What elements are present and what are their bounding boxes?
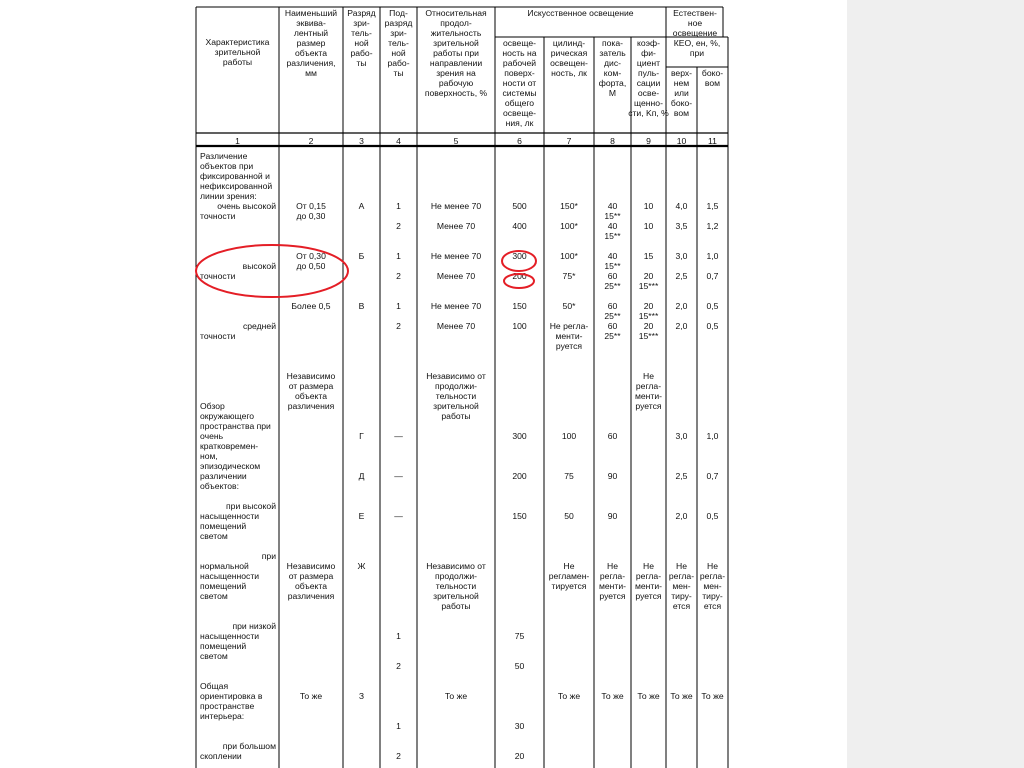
cell-col1-r53: ориентировка в [200,691,263,701]
cell-col7-r17: менти- [555,331,583,341]
cell-col1-r0: объектов при [200,161,254,171]
cell-col8-r7: 40 [607,221,618,231]
cell-col5-r17: Менее 70 [436,321,476,331]
cell-col4-r12: 2 [396,271,401,281]
cell-col5-r5: Не менее 70 [430,201,482,211]
cell-col1-r25: Обзор [200,401,225,411]
cell-col8-r17: 60 [607,321,618,331]
header-col11-text: вом [704,78,721,88]
cell-col11-r41: регла- [699,571,726,581]
cell-col5-r22: зрительной [433,401,479,411]
header-col7-text: рическая [550,48,588,58]
header-natural-lighting: Естествен- [673,8,717,18]
cell-col1-r25: объектов: [200,481,239,491]
header-col10-text: или [674,88,689,98]
cell-col1-r53: Общая [200,681,229,691]
cell-col10-r28: 3,0 [675,431,688,441]
header-col4-text: Под- [389,8,408,18]
header-col10-text: вом [673,108,690,118]
header-col10-text: верх- [670,68,693,78]
cell-col1-r48: помещений [200,641,247,651]
cell-col7-r32: 75 [564,471,574,481]
column-number-10: 10 [676,136,687,146]
cell-col7-r15: 50* [562,301,576,311]
column-number-9: 9 [646,136,651,146]
cell-col4-r57: 1 [396,721,401,731]
cell-col9-r15: 20 [643,301,654,311]
header-col2-text: лентный [293,28,329,38]
column-number-8: 8 [610,136,615,146]
header-natural-lighting: освещение [672,28,718,38]
header-col9-text: пуль- [637,68,660,78]
cell-col7-r5: 150* [560,201,578,211]
header-col10-text: боко- [670,98,693,108]
column-number-4: 4 [396,136,401,146]
header-col5-text: продол- [440,18,472,28]
cell-col9-r22: руется [635,401,662,411]
cell-col1-r41: помещений [200,581,247,591]
cell-col7-r36: 50 [564,511,574,521]
cell-col6-r12: 200 [512,271,527,281]
cell-col1-r36: светом [200,531,228,541]
header-natural-lighting: ное [687,18,703,28]
header-col4-text: ной [391,48,406,58]
cell-col8-r5: 40 [607,201,618,211]
cell-col11-r32: 0,7 [706,471,719,481]
cell-col9-r17: 20 [643,321,654,331]
cell-col4-r15: 1 [396,301,401,311]
cell-col11-r41: ется [703,601,722,611]
header-col5-text: жительность [430,28,482,38]
header-col10-text: нем [673,78,690,88]
cell-col8-r41: Не [607,561,618,571]
cell-col3-r10: Б [358,251,365,261]
cell-col11-r7: 1,2 [706,221,719,231]
header-col9-text: коэф- [637,38,660,48]
cell-col10-r7: 3,5 [675,221,688,231]
header-col5-text: Относительная [425,8,487,18]
header-col4-text: зри- [390,28,407,38]
cell-col1-r59: при большом [222,741,276,751]
cell-col6-r60: 20 [514,751,525,761]
cell-col9-r12: 20 [643,271,654,281]
cell-col11-r54: То же [701,691,724,701]
cell-col1-r25: окружающего [200,411,255,421]
cell-col10-r54: То же [670,691,693,701]
cell-col8-r54: То же [601,691,624,701]
cell-col1-r36: насыщенности [200,511,260,521]
cell-col9-r7: 10 [643,221,654,231]
header-col9-text: щенно- [634,98,663,108]
cell-col1-r53: интерьера: [200,711,245,721]
cell-col2-r22: Независимо [286,371,336,381]
cell-col8-r17: 25** [604,331,621,341]
cell-col9-r22: менти- [634,391,663,401]
column-number-3: 3 [359,136,364,146]
header-col3-text: зри- [353,18,370,28]
cell-col10-r17: 2,0 [675,321,688,331]
header-col5-text: поверхность, % [424,88,488,98]
cell-col7-r28: 100 [561,431,577,441]
cell-col7-r10: 100* [560,251,578,261]
cell-col10-r15: 2,0 [675,301,688,311]
column-number-1: 1 [235,136,240,146]
header-col1-text: работы [222,57,253,67]
header-col9-text: сации [636,78,661,88]
cell-col3-r54: З [358,691,365,701]
cell-col8-r41: менти- [598,581,627,591]
cell-col5-r10: Не менее 70 [430,251,482,261]
cell-col1-r0: фиксированной и [200,171,270,181]
cell-col3-r32: Д [358,471,365,481]
cell-col6-r51: 50 [514,661,525,671]
cell-col11-r12: 0,7 [706,271,719,281]
header-col8-text: M [608,88,617,98]
cell-col3-r36: Е [358,511,365,521]
cell-col4-r48: 1 [396,631,401,641]
cell-col1-r48: насыщенности [200,631,260,641]
cell-col7-r41: тируется [551,581,587,591]
cell-col8-r5: 15** [604,211,621,221]
cell-col5-r22: продолжи- [434,381,478,391]
cell-col4-r36: — [394,511,403,521]
cell-col8-r36: 90 [607,511,618,521]
cell-col10-r10: 3,0 [675,251,688,261]
cell-col3-r41: Ж [357,561,366,571]
cell-col5-r41: продолжи- [434,571,478,581]
cell-col9-r22: Не [643,371,654,381]
column-number-11: 11 [708,136,717,146]
cell-col11-r41: мен- [703,581,722,591]
cell-col8-r28: 60 [607,431,618,441]
cell-col8-r12: 25** [604,281,621,291]
header-col5-text: зрительной [433,38,479,48]
cell-col11-r17: 0,5 [706,321,719,331]
cell-col1-r25: очень [200,431,224,441]
header-col7-text: ность, лк [551,68,587,78]
cell-col10-r36: 2,0 [675,511,688,521]
cell-col1-r17: средней [242,321,276,331]
cell-col10-r5: 4,0 [675,201,688,211]
cell-col6-r32: 200 [512,471,527,481]
cell-col5-r41: тельности [435,581,477,591]
header-col1-text: Характеристика [205,37,270,47]
cell-col11-r28: 1,0 [706,431,719,441]
cell-col1-r18: точности [200,331,236,341]
header-col6-text: ния, лк [505,118,534,128]
header-col6-text: системы [502,88,537,98]
cell-col4-r5: 1 [396,201,401,211]
header-col2-text: различения, [286,58,336,68]
header-keo-text: КЕО, ен, %, [673,38,721,48]
red-highlights [196,245,536,297]
cell-col8-r7: 15** [604,231,621,241]
cell-col7-r17: Не регла- [549,321,589,331]
cell-col9-r54: То же [637,691,660,701]
cell-col10-r32: 2,5 [675,471,688,481]
cell-col7-r41: Не [563,561,575,571]
cell-col11-r41: Не [707,561,718,571]
cell-col6-r57: 30 [514,721,525,731]
header-col9-text: осве- [637,88,660,98]
cell-col10-r41: ется [672,601,691,611]
cell-col7-r41: регламен- [548,571,590,581]
header-col7-text: цилинд- [552,38,586,48]
cell-col6-r5: 500 [512,201,527,211]
cell-col1-r60: скоплении [200,751,242,761]
cell-col7-r17: руется [555,341,583,351]
cell-col10-r41: Не [676,561,687,571]
cell-col1-r5: очень высокой [217,201,276,211]
cell-col3-r28: Г [359,431,364,441]
cell-col1-r53: пространстве [200,701,255,711]
cell-col9-r10: 15 [643,251,654,261]
cell-col1-r25: ном, [200,451,218,461]
cell-col10-r12: 2,5 [675,271,688,281]
cell-col7-r7: 100* [560,221,578,231]
cell-col5-r41: Независимо от [426,561,486,571]
cell-col8-r41: регла- [599,571,626,581]
cell-col11-r15: 0,5 [706,301,719,311]
cell-col11-r10: 1,0 [706,251,719,261]
cell-col2-r41: Независимо [286,561,336,571]
header-col6-text: освеще- [503,38,536,48]
header-col9-text: фи- [641,48,656,58]
header-col6-text: освеще- [503,108,536,118]
cell-col1-r0: нефиксированной [200,181,273,191]
cell-col2-r54: То же [299,691,323,701]
cell-col3-r15: В [358,301,365,311]
cell-col2-r22: объекта [294,391,328,401]
cell-col4-r28: — [394,431,403,441]
header-col2-text: эквива- [296,18,326,28]
header-col6-text: ность на [502,48,537,58]
cell-col1-r11: высокой [242,261,276,271]
cell-col10-r41: тиру- [671,591,692,601]
cell-col9-r5: 10 [643,201,654,211]
cell-col6-r48: 75 [514,631,525,641]
cell-col7-r54: То же [557,691,581,701]
cell-col9-r15: 15*** [638,311,659,321]
column-number-6: 6 [517,136,522,146]
cell-col5-r22: тельности [435,391,477,401]
cell-col8-r12: 60 [607,271,618,281]
header-col8-text: затель [599,48,626,58]
cell-col11-r41: тиру- [702,591,723,601]
header-col9-text: сти, Kп, % [628,108,669,118]
cell-col9-r41: менти- [634,581,663,591]
cell-col11-r5: 1,5 [706,201,719,211]
header-col8-text: пока- [601,38,624,48]
header-col6-text: ности от [502,78,537,88]
cell-col3-r5: А [358,201,365,211]
cell-col5-r12: Менее 70 [436,271,476,281]
cell-col6-r7: 400 [512,221,527,231]
cell-col2-r10: От 0,30 [296,251,326,261]
column-number-5: 5 [453,136,459,146]
header-col3-text: рабо- [350,48,373,58]
cell-col1-r25: эпизодическом [200,461,261,471]
cell-col2-r41: объекта [294,581,328,591]
cell-col1-r41: нормальной [200,561,249,571]
cell-col10-r41: регла- [668,571,695,581]
cell-col2-r5: до 0,30 [296,211,326,221]
header-col6-text: поверх- [504,68,535,78]
cell-col4-r32: — [394,471,403,481]
cell-col6-r10: 300 [512,251,527,261]
cell-col4-r10: 1 [396,251,401,261]
header-col5-text: работы при [433,48,479,58]
cell-col1-r41: насыщенности [200,571,260,581]
cell-col1-r25: различении [200,471,247,481]
column-number-2: 2 [308,136,314,146]
cell-col1-r0: Различение [200,151,248,161]
header-col6-text: общего [504,98,535,108]
cell-col2-r22: от размера [288,381,334,391]
header-col8-text: форта, [598,78,627,88]
cell-col2-r41: от размера [288,571,334,581]
header-col7-text: освещен- [550,58,588,68]
header-keo-text: при [689,48,705,58]
header-col9-text: циент [636,58,661,68]
cell-col1-r0: линии зрения: [200,191,257,201]
cell-col9-r41: регла- [635,571,662,581]
header-col1-text: зрительной [214,47,261,57]
cell-col9-r41: Не [643,561,654,571]
header-col3-text: ты [356,58,367,68]
cell-col1-r25: кратковремен- [200,441,259,451]
cell-col4-r17: 2 [396,321,401,331]
header-col4-text: разряд [384,18,413,28]
cell-col2-r10: до 0,50 [296,261,326,271]
cell-col8-r10: 15** [604,261,621,271]
header-col4-text: рабо- [387,58,410,68]
cell-col4-r60: 2 [396,751,401,761]
header-col5-text: зрения на [436,68,476,78]
cell-col10-r41: мен- [672,581,691,591]
cell-col9-r17: 15*** [638,331,659,341]
header-col5-text: рабочую [438,78,474,88]
cell-col4-r51: 2 [396,661,401,671]
cell-col1-r41: светом [200,591,228,601]
header-col8-text: дис- [604,58,621,68]
header-col3-text: ной [354,38,369,48]
header-artificial-lighting: Искусственное освещение [527,8,634,18]
header-col6-text: рабочей [502,58,537,68]
header-col4-text: ты [393,68,404,78]
cell-col8-r10: 40 [607,251,618,261]
cell-col5-r22: работы [441,411,471,421]
cell-col1-r36: помещений [200,521,247,531]
cell-col1-r40: при [261,551,276,561]
cell-col1-r12: точности [200,271,236,281]
cell-col2-r22: различения [287,401,335,411]
header-col11-text: боко- [701,68,724,78]
cell-col6-r15: 150 [512,301,527,311]
header-col2-text: размер [296,38,326,48]
cell-col8-r15: 60 [607,301,618,311]
header-col5-text: направлении [429,58,483,68]
column-number-7: 7 [566,136,572,146]
cell-col11-r36: 0,5 [706,511,719,521]
cell-col6-r17: 100 [512,321,527,331]
cell-col1-r48: светом [200,651,228,661]
cell-col4-r7: 2 [396,221,401,231]
cell-col2-r15: Более 0,5 [291,301,331,311]
cell-col8-r41: руется [599,591,626,601]
cell-col8-r32: 90 [607,471,618,481]
cell-col9-r22: регла- [635,381,662,391]
cell-col6-r36: 150 [512,511,527,521]
cell-col1-r35: при высокой [226,501,276,511]
cell-col7-r12: 75* [562,271,576,281]
header-col3-text: Разряд [347,8,376,18]
cell-col9-r12: 15*** [638,281,659,291]
cell-col5-r41: работы [441,601,471,611]
cell-col5-r7: Менее 70 [436,221,476,231]
header-col2-text: Наименьший [284,8,338,18]
cell-col1-r6: точности [200,211,236,221]
cell-col5-r54: То же [444,691,468,701]
side-panel [847,0,1024,768]
cell-col2-r41: различения [287,591,335,601]
cell-col1-r25: пространства при [200,421,271,431]
cell-col1-r47: при низкой [232,621,276,631]
header-col8-text: ком- [603,68,622,78]
header-col2-text: объекта [294,48,328,58]
cell-col9-r41: руется [635,591,662,601]
header-col2-text: мм [305,68,317,78]
header-col4-text: тель- [388,38,409,48]
cell-col8-r15: 25** [604,311,621,321]
cell-col2-r5: От 0,15 [296,201,326,211]
cell-col6-r28: 300 [512,431,527,441]
cell-col5-r15: Не менее 70 [430,301,482,311]
cell-col5-r41: зрительной [433,591,479,601]
cell-col5-r22: Независимо от [426,371,486,381]
header-col3-text: тель- [351,28,372,38]
